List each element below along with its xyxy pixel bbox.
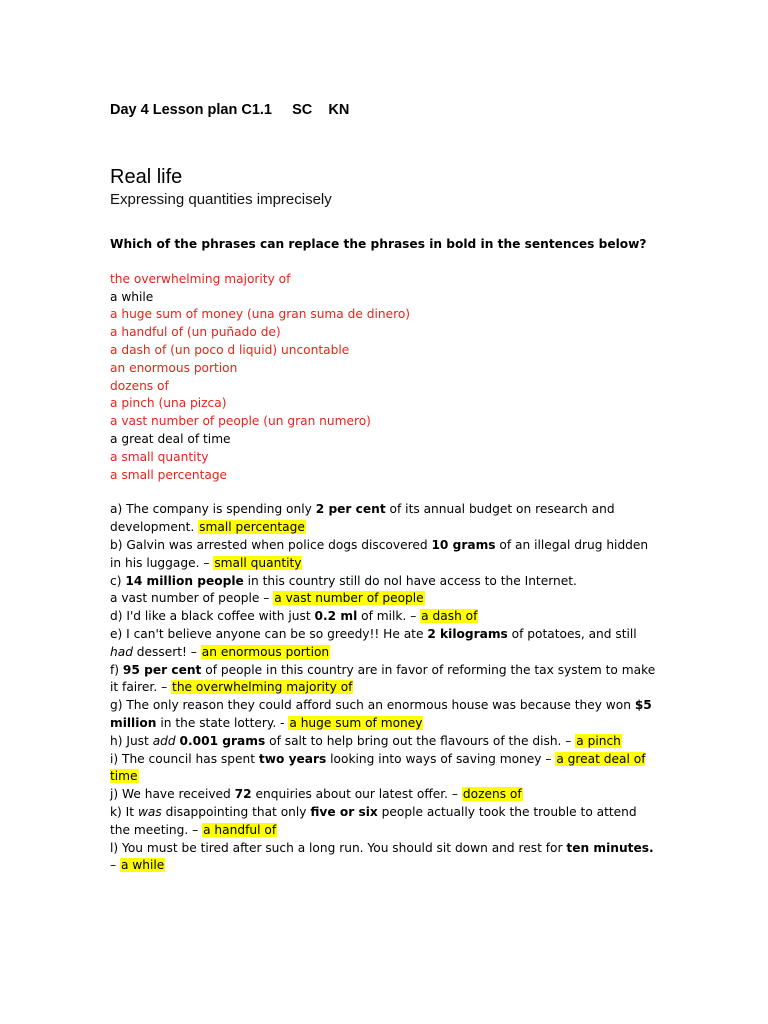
phrase-item: a small quantity — [110, 449, 209, 464]
page-title: Real life — [110, 166, 183, 188]
answer-highlight: an enormous portion — [201, 644, 330, 659]
phrase-item: the overwhelming majority of — [110, 271, 291, 286]
exercise-a: a) The company is spending only 2 per cent of its annual budget on research and development. small percentage — [110, 502, 615, 535]
page-subtitle: Expressing quantities imprecisely — [110, 191, 332, 208]
exercise-h: h) Just add 0.001 grams of salt to help bring out the flavours of the dish. – a pinch — [110, 733, 621, 748]
exercise-list — [110, 501, 660, 875]
worksheet-body — [110, 236, 660, 875]
phrase-item: a while — [110, 289, 154, 304]
exercise-c: c) 14 million people in this country still do nol have access to the Internet. a vast number of people – a vast number of people — [110, 573, 577, 606]
phrase-item: a handful of (un puñado de) — [110, 325, 281, 340]
phrase-item: a dash of (un poco d liquid) uncontable — [110, 342, 350, 357]
exercise-e: e) I can't believe anyone can be so greedy!! He ate 2 kilograms of potatoes, and still had dessert! – an enormous portion — [110, 626, 637, 659]
exercise-i: i) The council has spent two years looking into ways of saving money – a great deal of time — [110, 751, 646, 784]
answer-highlight: a huge sum of money — [289, 715, 423, 730]
answer-highlight: dozens of — [462, 787, 522, 802]
instruction-text: Which of the phrases can replace the phrases in bold in the sentences below? — [110, 237, 647, 251]
lesson-header: Day 4 Lesson plan C1.1 SC KN — [110, 102, 350, 118]
exercise-j: j) We have received 72 enquiries about our latest offer. – dozens of — [110, 787, 522, 802]
phrase-item: a great deal of time — [110, 431, 231, 446]
exercise-l: l) You must be tired after such a long run. You should sit down and rest for ten minutes. – a while — [110, 840, 654, 873]
exercise-f: f) 95 per cent of people in this country are in favor of reforming the tax system to make it fairer. – the overwhelming majority of — [110, 662, 656, 695]
answer-highlight: a dash of — [421, 609, 478, 624]
exercise-d: d) I'd like a black coffee with just 0.2 ml of milk. – a dash of — [110, 609, 478, 624]
phrase-item: a huge sum of money (una gran suma de dinero) — [110, 307, 411, 322]
answer-highlight: a handful of — [203, 822, 277, 837]
exercise-k: k) It was disappointing that only five or six people actually took the trouble to attend the meeting. – a handful of — [110, 804, 637, 837]
exercise-g: g) The only reason they could afford such an enormous house was because they won $5 million in the state lottery. - a huge sum of money — [110, 698, 652, 730]
phrase-item: a vast number of people (un gran numero) — [110, 414, 371, 429]
phrase-item: a pinch (una pizca) — [110, 396, 227, 411]
answer-highlight: small percentage — [199, 520, 305, 535]
answer-highlight: a vast number of people — [274, 591, 424, 606]
answer-highlight: a pinch — [576, 733, 621, 748]
answer-highlight: a great deal of time — [110, 751, 646, 784]
phrase-item: dozens of — [110, 378, 169, 393]
phrase-item: an enormous portion — [110, 360, 238, 375]
phrase-list — [110, 271, 660, 485]
phrase-item: a small percentage — [110, 467, 228, 482]
answer-highlight: a while — [120, 858, 165, 873]
exercise-b: b) Galvin was arrested when police dogs discovered 10 grams of an illegal drug hidden in his luggage. – small quantity — [110, 537, 649, 570]
answer-highlight: the overwhelming majority of — [172, 680, 353, 695]
answer-highlight: small quantity — [214, 555, 302, 570]
